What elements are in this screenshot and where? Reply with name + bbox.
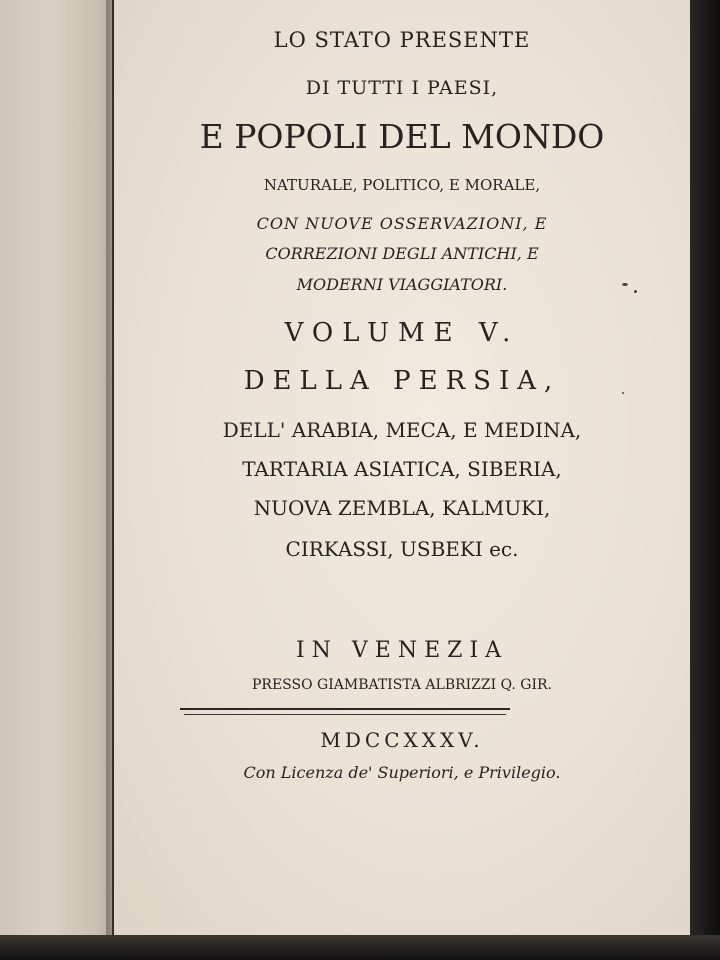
page-edge-shadow	[690, 0, 720, 960]
imprint-rule	[180, 708, 510, 710]
left-page-edge	[0, 0, 112, 945]
subtitle-line: NATURALE, POLITICO, E MORALE,	[263, 176, 541, 194]
paper-speck	[622, 392, 624, 394]
places-line-4: CIRKASSI, USBEKI ec.	[285, 537, 519, 561]
volume-heading: VOLUME V.	[284, 318, 520, 348]
paper-speck	[634, 290, 637, 293]
license-line: Con Licenza de' Superiori, e Privilegio.	[243, 763, 561, 782]
main-title: E POPOLI DEL MONDO	[199, 117, 605, 156]
places-line-1: DELL' ARABIA, MECA, E MEDINA,	[222, 418, 582, 442]
subject-heading: DELLA PERSIA,	[243, 366, 561, 396]
imprint-year: MDCCXXXV.	[320, 728, 484, 752]
title-line-1: LO STATO PRESENTE	[273, 28, 531, 52]
italic-line-1: CON NUOVE OSSERVAZIONI, E	[256, 214, 548, 233]
title-page	[114, 0, 690, 940]
paper-speck	[622, 283, 628, 286]
italic-line-2: CORREZIONI DEGLI ANTICHI, E	[265, 244, 539, 263]
places-line-3: NUOVA ZEMBLA, KALMUKI,	[253, 496, 551, 520]
imprint-rule-thin	[184, 714, 506, 715]
title-line-2: DI TUTTI I PAESI,	[305, 77, 499, 99]
places-line-2: TARTARIA ASIATICA, SIBERIA,	[242, 457, 562, 481]
imprint-city: IN VENEZIA	[295, 638, 509, 663]
italic-line-3: MODERNI VIAGGIATORI.	[296, 275, 508, 294]
imprint-publisher: PRESSO GIAMBATISTA ALBRIZZI Q. GIR.	[251, 677, 552, 693]
